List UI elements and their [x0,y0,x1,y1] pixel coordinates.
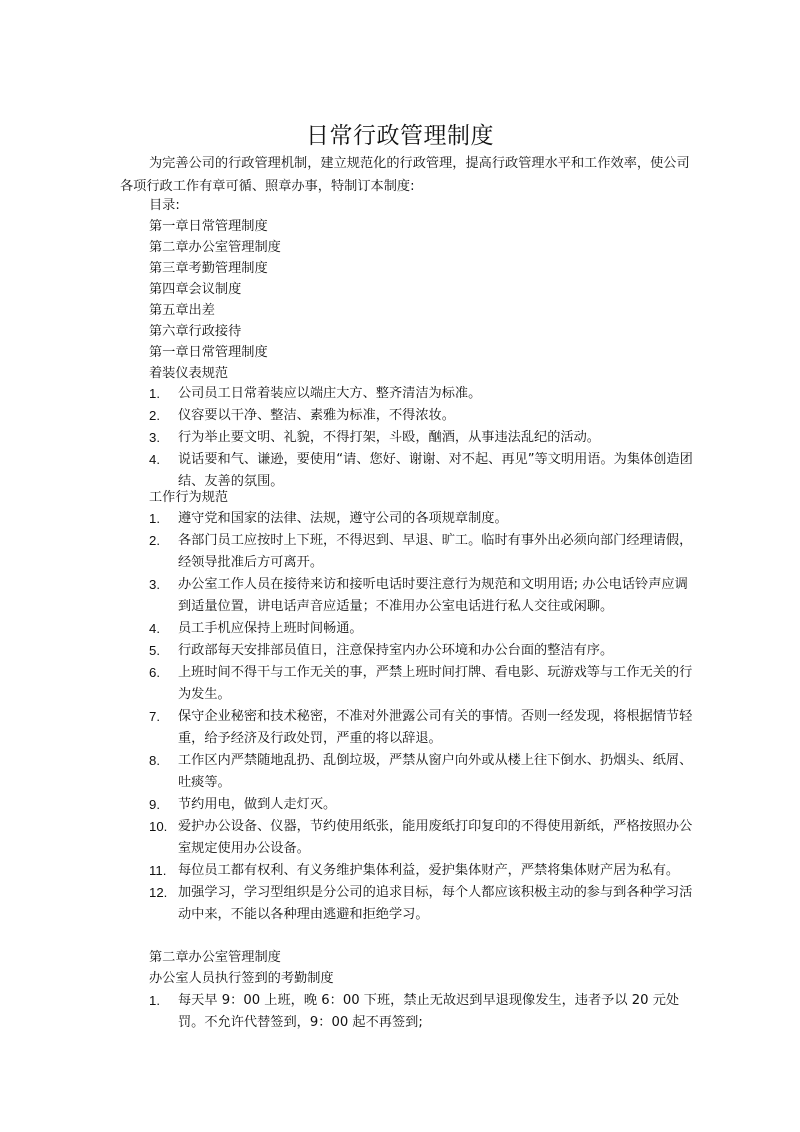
chapter-heading: 第二章办公室管理制度 [149,950,281,965]
list-item: 9. 节约用电，做到人走灯灭。 [149,797,337,812]
dress-list [149,383,694,493]
intro-paragraph: 为完善公司的行政管理机制，建立规范化的行政管理，提高行政管理水平和工作效率，使公司各项行政工作有章可循、照章办事，特制订本制度: [120,156,690,194]
toc-item: 第四章会议制度 [149,282,242,297]
section-heading: 着装仪表规范 [149,366,229,381]
behavior-list [149,508,694,926]
list-item: 2. 各部门员工应按时上下班，不得迟到、早退、旷工。临时有事外出必须向部门经理请假，经领导批准后方可离开。 [149,533,693,570]
list-item: 1. 公司员工日常着装应以端庄大方、整齐清洁为标准。 [149,386,482,401]
attendance-list [149,990,694,1034]
list-item: 3. 行为举止要文明、礼貌，不得打架，斗殴，酗酒，从事违法乱纪的活动。 [149,430,600,445]
list-item: 11. 每位员工都有权利、有义务维护集体利益，爱护集体财产，严禁将集体财产居为私有。 [149,863,680,878]
list-item: 6. 上班时间不得干与工作无关的事，严禁上班时间打牌、看电影、玩游戏等与工作无关的行为发生。 [149,665,693,702]
list-item: 1. 每天早 9：00 上班，晚 6：00 下班，禁止无故迟到早退现像发生，违者予以 20 元处罚。不允许代替签到，9：00 起不再签到; [149,993,680,1030]
list-item: 1. 遵守党和国家的法律、法规，遵守公司的各项规章制度。 [149,511,508,526]
list-item: 2. 仪容要以干净、整洁、素雅为标准，不得浓妆。 [149,408,455,423]
toc-label: 目录: [149,198,180,213]
toc-item: 第二章办公室管理制度 [149,240,281,255]
toc-item: 第五章出差 [149,303,215,318]
section-heading: 办公室人员执行签到的考勤制度 [149,971,334,986]
list-item: 12. 加强学习，学习型组织是分公司的追求目标，每个人都应该积极主动的参与到各种学习活动中来，不能以各种理由逃避和拒绝学习。 [149,885,693,922]
list-item: 5. 行政部每天安排部员值日，注意保持室内办公环境和办公台面的整洁有序。 [149,643,614,658]
list-item: 8. 工作区内严禁随地乱扔、乱倒垃圾，严禁从窗户向外或从楼上往下倒水、扔烟头、纸屑、吐痰等。 [149,753,693,790]
list-item: 10. 爱护办公设备、仪器，节约使用纸张，能用废纸打印复印的不得使用新纸，严格按照办公室规定使用办公设备。 [149,819,693,856]
list-item: 4. 说话要和气、谦逊，要使用“请、您好、谢谢、对不起、再见”等文明用语。为集体创造团结、友善的氛围。 [149,452,693,489]
toc-item: 第六章行政接待 [149,324,242,339]
toc-item: 第三章考勤管理制度 [149,261,268,276]
list-item: 7. 保守企业秘密和技术秘密，不准对外泄露公司有关的事情。否则一经发现，将根据情节轻重，给予经济及行政处罚，严重的将以辞退。 [149,709,693,746]
chapter-heading: 第一章日常管理制度 [149,345,268,360]
toc-item: 第一章日常管理制度 [149,219,268,234]
section-heading: 工作行为规范 [149,490,229,505]
list-item: 4. 员工手机应保持上班时间畅通。 [149,621,363,636]
document-title: 日常行政管理制度 [306,123,494,149]
list-item: 3. 办公室工作人员在接待来访和接听电话时要注意行为规范和文明用语; 办公电话铃声应调到适量位置，讲电话声音应适量；不准用办公室电话进行私人交往或闲聊。 [149,577,688,614]
